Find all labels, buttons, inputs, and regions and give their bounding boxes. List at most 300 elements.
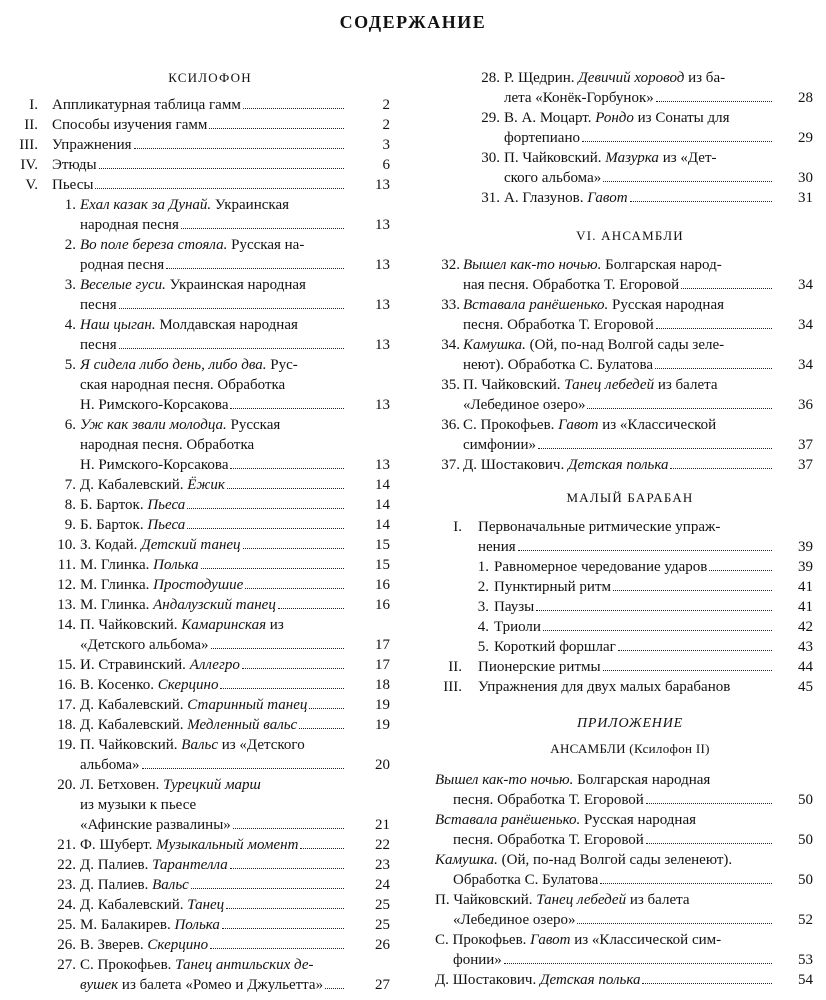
entry-text: С. Прокофьев. [435, 932, 531, 948]
entry-text: Равномерное чередование ударов [494, 559, 708, 575]
entry-line [504, 168, 774, 188]
entry-text: Пионерские ритмы [478, 659, 601, 675]
work-title: Андалузский танец [153, 597, 276, 613]
entry-text: Д. Палиев. [80, 877, 153, 893]
entry-text: Паузы [494, 599, 535, 615]
page-number: 34 [798, 357, 813, 373]
entry-text: Б. Барток. [80, 497, 148, 513]
dot-leader [243, 95, 344, 109]
entry-line [463, 275, 774, 295]
work-title: Камаринская [181, 617, 267, 633]
dot-leader [230, 395, 344, 409]
entry-line [453, 910, 774, 930]
entry-text: из балета «Ромео и Джульетта» [118, 977, 324, 993]
entry-text: Русская народная [580, 812, 697, 828]
entry-text: Обработка С. Булатова [453, 872, 599, 888]
entry-line [80, 775, 356, 795]
entry-line [80, 335, 346, 355]
entry-line [463, 335, 780, 355]
page-number: 15 [375, 537, 390, 553]
work-title: Танец лебедей [536, 892, 627, 908]
entry-line [435, 890, 813, 910]
work-title: Я сидела либо день, либо два. [80, 357, 267, 373]
entry-line [80, 635, 346, 655]
entry-text: фортепиано [504, 130, 580, 146]
dot-leader [187, 495, 344, 509]
entry-line [463, 295, 780, 315]
entry-number: 23. [57, 877, 76, 893]
entry-text: «Афинские развалины» [80, 817, 231, 833]
page-number: 6 [382, 157, 390, 173]
page-number: 17 [375, 657, 390, 673]
dot-leader [325, 975, 344, 989]
entry-line [494, 577, 774, 597]
work-title: Камушка. [435, 852, 498, 868]
entry-line [478, 537, 774, 557]
work-title: Детская полька [567, 457, 669, 473]
page-number: 23 [375, 857, 390, 873]
work-title: Вставала ранёшенько. [463, 297, 609, 313]
entry-line [463, 455, 774, 475]
entry-text: В. Косенко. [80, 677, 158, 693]
work-title: Полька [153, 557, 199, 573]
entry-text: Русская народная [608, 297, 725, 313]
entry-text: (Ой, по-над Волгой сады зеле- [525, 337, 725, 353]
work-title: Гавот [530, 932, 571, 948]
entry-number: 35. [441, 377, 460, 393]
page-number: 44 [798, 659, 813, 675]
entry-line [494, 617, 774, 637]
entry-line [435, 770, 813, 790]
page-number: 14 [375, 477, 390, 493]
dot-leader [226, 895, 344, 909]
entry-line [80, 535, 346, 555]
entry-text: Д. Кабалевский. [80, 477, 188, 493]
page-number: 13 [375, 337, 390, 353]
entry-line [80, 215, 346, 235]
entry-line [463, 415, 780, 435]
entry-text: П. Чайковский. [80, 737, 182, 753]
page-number: 13 [375, 457, 390, 473]
work-title: Рондо [595, 110, 634, 126]
entry-number: 3. [64, 277, 76, 293]
dot-leader [220, 675, 344, 689]
entry-line [463, 435, 774, 455]
page-number: 25 [375, 897, 390, 913]
dot-leader [709, 557, 772, 571]
dot-leader [518, 537, 772, 551]
dot-leader [119, 295, 344, 309]
work-title: Вышел как-то ночью. [435, 772, 574, 788]
entry-line [463, 395, 774, 415]
entry-number: 18. [57, 717, 76, 733]
entry-text: песня. Обработка Т. Егоровой [463, 317, 654, 333]
entry-number: V. [25, 177, 38, 193]
entry-text: М. Глинка. [80, 577, 154, 593]
entry-line [435, 930, 813, 950]
work-title: Во поле береза стояла. [80, 237, 228, 253]
entry-text: симфонии» [463, 437, 536, 453]
work-title: Танец [187, 897, 225, 913]
entry-line [80, 935, 346, 955]
entry-number: 29. [481, 110, 500, 126]
entry-text: из балета [654, 377, 718, 393]
entry-line [463, 255, 780, 275]
entry-text: ского альбома» [504, 170, 602, 186]
entry-number: 2. [477, 579, 489, 595]
dot-leader [603, 168, 772, 182]
dot-leader [243, 535, 344, 549]
dot-leader [233, 815, 344, 829]
entry-number: 22. [57, 857, 76, 873]
snare-drum-heading: МАЛЫЙ БАРАБАН [566, 490, 694, 505]
entry-text: М. Глинка. [80, 597, 154, 613]
work-title: Веселые гуси. [80, 277, 166, 293]
entry-line [80, 795, 356, 815]
entry-number: 36. [441, 417, 460, 433]
entry-number: 1. [477, 559, 489, 575]
dot-leader [603, 657, 772, 671]
entry-text: песня [80, 297, 117, 313]
entry-text: из «Дет- [658, 150, 717, 166]
dot-leader [613, 577, 772, 591]
entry-line [463, 375, 780, 395]
dot-leader [582, 128, 772, 142]
entry-line [494, 557, 774, 577]
dot-leader [191, 875, 344, 889]
dot-leader [618, 637, 772, 651]
entry-text: С. Прокофьев. [80, 957, 176, 973]
entry-number: 32. [441, 257, 460, 273]
entry-text: Р. Щедрин. [504, 70, 579, 86]
dot-leader [95, 175, 344, 189]
dot-leader [670, 455, 772, 469]
page-number: 42 [798, 619, 813, 635]
entry-line [80, 955, 356, 975]
ensembles-heading: VI. АНСАМБЛИ [576, 228, 684, 243]
page-number: 41 [798, 579, 813, 595]
entry-line [52, 135, 346, 155]
entry-line [80, 275, 356, 295]
entry-text: народная песня [80, 217, 179, 233]
entry-text: родная песня [80, 257, 165, 273]
entry-text: песня [80, 337, 117, 353]
dot-leader [187, 515, 344, 529]
work-title: Гавот [587, 190, 628, 206]
page-number: 13 [375, 217, 390, 233]
page-number: 37 [798, 457, 813, 473]
entry-text: Б. Барток. [80, 517, 148, 533]
entry-line [453, 870, 774, 890]
entry-text: лета «Конёк-Горбунок» [504, 90, 654, 106]
work-title: Скерцино [147, 937, 209, 953]
entry-text: Д. Шостакович. [435, 972, 540, 988]
entry-text: Русская [226, 417, 281, 433]
entry-number: 10. [57, 537, 76, 553]
appendix-heading: ПРИЛОЖЕНИЕ [577, 716, 683, 731]
page-number: 50 [798, 872, 813, 888]
entry-number: 33. [441, 297, 460, 313]
entry-text: Л. Бетховен. [80, 777, 164, 793]
entry-line [52, 155, 346, 175]
entry-text: П. Чайковский. [463, 377, 565, 393]
entry-text: «Лебединое озеро» [463, 397, 586, 413]
entry-line [80, 515, 346, 535]
entry-text: Д. Шостакович. [463, 457, 568, 473]
work-title: Детская полька [539, 972, 641, 988]
entry-line [463, 315, 774, 335]
entry-number: 13. [57, 597, 76, 613]
page-number: 18 [375, 677, 390, 693]
entry-text: П. Чайковский. [435, 892, 537, 908]
entry-line [453, 790, 774, 810]
dot-leader [642, 970, 772, 984]
work-title: Танец антильских де- [175, 957, 314, 973]
work-title: Пьеса [147, 517, 186, 533]
dot-leader [209, 115, 344, 129]
entry-text: П. Чайковский. [504, 150, 606, 166]
dot-leader [543, 617, 772, 631]
entry-text: Способы изучения гамм [52, 117, 208, 133]
entry-line [80, 675, 346, 695]
entry-line [435, 810, 813, 830]
dot-leader [587, 395, 772, 409]
entry-line [504, 88, 774, 108]
entry-text: из «Классической сим- [570, 932, 722, 948]
entry-line [80, 615, 356, 635]
page-number: 16 [375, 577, 390, 593]
entry-text: ская народная песня. Обработка [80, 377, 286, 393]
entry-number: 4. [64, 317, 76, 333]
entry-text: ная песня. Обработка Т. Егоровой [463, 277, 680, 293]
entry-text: Короткий форшлаг [494, 639, 616, 655]
entry-text: Украинская народная [165, 277, 306, 293]
page-number: 34 [798, 317, 813, 333]
entry-text: из балета [626, 892, 690, 908]
entry-text: Упражнения [52, 137, 132, 153]
entry-line [52, 95, 346, 115]
entry-line [80, 915, 346, 935]
entry-line [80, 715, 346, 735]
page-number: 29 [798, 130, 813, 146]
entry-line [80, 855, 346, 875]
entry-number: 24. [57, 897, 76, 913]
dot-leader [142, 755, 344, 769]
entry-line [80, 875, 346, 895]
dot-leader [630, 188, 772, 202]
work-title: Танец лебедей [564, 377, 655, 393]
entry-line [80, 975, 346, 995]
entry-line [453, 830, 774, 850]
dot-leader [230, 855, 344, 869]
entry-line [494, 597, 774, 617]
entry-text: народная песня. Обработка [80, 437, 255, 453]
entry-text: (Ой, по-над Волгой сады зеленеют). [497, 852, 733, 868]
page-number: 13 [375, 397, 390, 413]
dot-leader [655, 355, 772, 369]
entry-line [478, 677, 774, 697]
xylophone-heading: КСИЛОФОН [168, 70, 252, 85]
work-title: Вальс [181, 737, 218, 753]
page-number: 39 [798, 539, 813, 555]
dot-leader [656, 315, 772, 329]
entry-text: Д. Кабалевский. [80, 717, 188, 733]
entry-text: Молдавская народная [155, 317, 298, 333]
work-title: Камушка. [463, 337, 526, 353]
page-number: 14 [375, 497, 390, 513]
dot-leader [201, 555, 344, 569]
appendix-subheading: АНСАМБЛИ (Ксилофон II) [550, 741, 710, 756]
entry-line [504, 188, 774, 208]
page-number: 19 [375, 697, 390, 713]
page-number: 13 [375, 257, 390, 273]
work-title: Тарантелла [152, 857, 228, 873]
entry-number: 5. [477, 639, 489, 655]
dot-leader [309, 695, 344, 709]
entry-text: песня. Обработка Т. Егоровой [453, 792, 644, 808]
entry-text: альбома» [80, 757, 140, 773]
work-title: Пьеса [147, 497, 186, 513]
entry-line [504, 128, 774, 148]
entry-text: З. Кодай. [80, 537, 142, 553]
entry-line [80, 815, 346, 835]
dot-leader [646, 790, 772, 804]
work-title: Старинный танец [187, 697, 308, 713]
work-title: Вальс [152, 877, 189, 893]
dot-leader [299, 715, 344, 729]
work-title: Гавот [558, 417, 599, 433]
entry-text: Украинская [211, 197, 289, 213]
dot-leader [278, 595, 344, 609]
entry-number: 2. [64, 237, 76, 253]
entry-text: Первоначальные ритмические упраж- [478, 519, 721, 535]
dot-leader [300, 835, 344, 849]
entry-number: 30. [481, 150, 500, 166]
entry-text: фонии» [453, 952, 502, 968]
entry-text: Пунктирный ритм [494, 579, 611, 595]
page-number: 26 [375, 937, 390, 953]
entry-number: 25. [57, 917, 76, 933]
dot-leader [656, 88, 772, 102]
entry-line [52, 175, 346, 195]
dot-leader [166, 255, 344, 269]
entry-number: III. [19, 137, 38, 153]
entry-line [80, 655, 346, 675]
page-number: 41 [798, 599, 813, 615]
entry-text: А. Глазунов. [504, 190, 588, 206]
dot-leader [134, 135, 345, 149]
page-number: 13 [375, 177, 390, 193]
entry-line [80, 395, 346, 415]
page-number: 20 [375, 757, 390, 773]
entry-line [80, 435, 356, 455]
entry-number: 3. [477, 599, 489, 615]
entry-number: 1. [64, 197, 76, 213]
page-number: 19 [375, 717, 390, 733]
entry-number: 20. [57, 777, 76, 793]
page-number: 15 [375, 557, 390, 573]
entry-number: 21. [57, 837, 76, 853]
page-title: СОДЕРЖАНИЕ [339, 12, 487, 32]
page-number: 30 [798, 170, 813, 186]
entry-number: 8. [64, 497, 76, 513]
dot-leader [211, 635, 344, 649]
entry-number: III. [443, 679, 462, 695]
page-number: 54 [798, 972, 813, 988]
page-number: 45 [798, 679, 813, 695]
page-number: 3 [382, 137, 390, 153]
dot-leader [227, 475, 344, 489]
entry-number: 34. [441, 337, 460, 353]
work-title: Мазурка [605, 150, 659, 166]
entry-number: 19. [57, 737, 76, 753]
page-number: 50 [798, 832, 813, 848]
entry-number: 4. [477, 619, 489, 635]
entry-line [80, 475, 346, 495]
work-title: Девичий хоровод [578, 70, 685, 86]
entry-number: II. [24, 117, 38, 133]
entry-text: «Детского альбома» [80, 637, 209, 653]
page-number: 28 [798, 90, 813, 106]
page-number: 37 [798, 437, 813, 453]
entry-text: Н. Римского-Корсакова [80, 397, 229, 413]
entry-line [463, 355, 774, 375]
entry-text: Пьесы [52, 177, 94, 193]
entry-text: Д. Палиев. [80, 857, 153, 873]
dot-leader [230, 455, 344, 469]
page-number: 22 [375, 837, 390, 853]
entry-text: Д. Кабалевский. [80, 897, 188, 913]
entry-number: 7. [64, 477, 76, 493]
work-title: Скерцино [157, 677, 219, 693]
entry-number: I. [453, 519, 462, 535]
work-title: Уж как звали молодца. [80, 417, 227, 433]
entry-line [478, 657, 774, 677]
entry-number: 31. [481, 190, 500, 206]
work-title: Медленный вальс [187, 717, 298, 733]
entry-line [494, 637, 774, 657]
page-number: 34 [798, 277, 813, 293]
entry-text: М. Балакирев. [80, 917, 175, 933]
entry-number: 14. [57, 617, 76, 633]
entry-text: Аппликатурная таблица гамм [52, 97, 241, 113]
entry-line [80, 355, 356, 375]
work-title: Аллегро [189, 657, 240, 673]
entry-number: 28. [481, 70, 500, 86]
entry-text: Болгарская народная [573, 772, 711, 788]
entry-text: Триоли [494, 619, 541, 635]
dot-leader [242, 655, 344, 669]
work-title: Полька [174, 917, 220, 933]
work-title: Турецкий марш [163, 777, 261, 793]
dot-leader [181, 215, 344, 229]
entry-line [80, 695, 346, 715]
dot-leader [210, 935, 344, 949]
entry-text: неют). Обработка С. Булатова [463, 357, 654, 373]
page-number: 25 [375, 917, 390, 933]
work-title: Вставала ранёшенько. [435, 812, 581, 828]
entry-text: из [266, 617, 284, 633]
entry-text: из «Классической [598, 417, 717, 433]
dot-leader [99, 155, 344, 169]
entry-line [80, 235, 356, 255]
entry-number: 37. [441, 457, 460, 473]
entry-text: Н. Римского-Корсакова [80, 457, 229, 473]
entry-line [80, 295, 346, 315]
page-number: 13 [375, 297, 390, 313]
page-number: 31 [798, 190, 813, 206]
entry-line [80, 315, 356, 335]
